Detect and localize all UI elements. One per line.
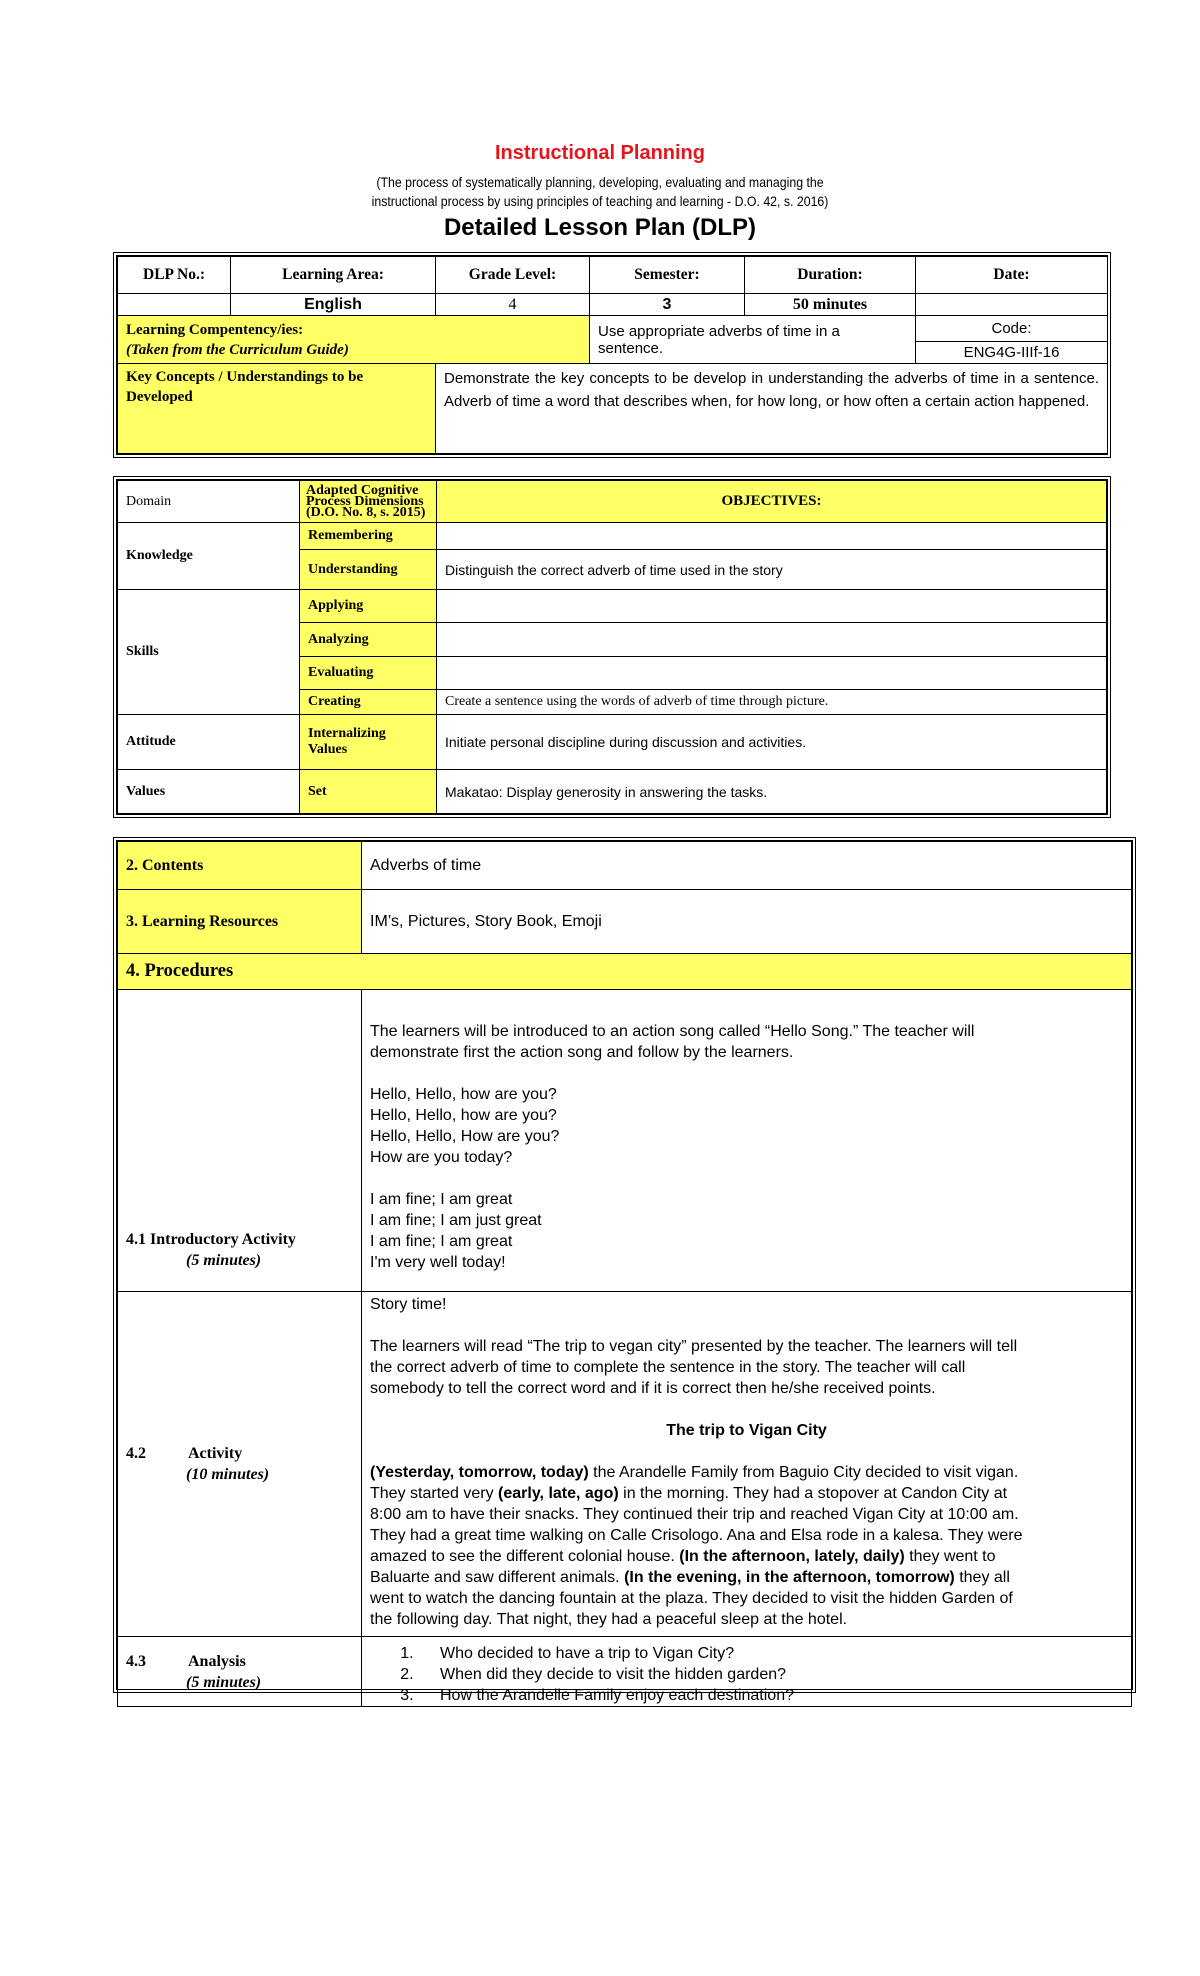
code-value: ENG4G-IIIf-16 <box>916 342 1108 364</box>
contents-text: Adverbs of time <box>362 842 1132 890</box>
page-title: Instructional Planning <box>494 142 705 164</box>
level-applying: Applying <box>300 590 437 623</box>
duration-label: Duration: <box>745 257 916 294</box>
info-table <box>113 252 1111 458</box>
intro-para-line-2: demonstrate first the action song and follow by the learners. <box>370 1044 794 1061</box>
subtitle-line-2: instructional process by using principles of teaching and learning - D.O. 42, s. 2016) <box>371 193 829 209</box>
competency-label-line-2: (Taken from the Curriculum Guide) <box>126 341 349 358</box>
story-blank-options: (In the evening, in the afternoon, tomorrow) <box>624 1569 955 1586</box>
objective-creating: Create a sentence using the words of adverb of time through picture. <box>437 690 1107 715</box>
intro-para-line-1: The learners will be introduced to an action song called “Hello Song.” The teacher will <box>370 1023 975 1040</box>
story-time: Story time! <box>370 1296 447 1313</box>
story-line: They had a great time walking on Calle Crisologo. Ana and Elsa rode in a kalesa. They were <box>370 1527 1023 1544</box>
story-text: Baluarte and saw different animals. <box>370 1569 625 1586</box>
story-line <box>370 1567 1123 1588</box>
grade-level-value: 4 <box>436 294 590 316</box>
song-line: How are you today? <box>370 1149 513 1166</box>
procedures-table <box>113 837 1136 1704</box>
key-concepts-label: Key Concepts / Understandings to be Developed <box>118 364 436 454</box>
domain-header: Domain <box>118 481 300 523</box>
story-text: in the morning. They had a stopover at Candon City at <box>618 1485 1008 1502</box>
story-text: the Arandelle Family from Baguio City decided to visit vigan. <box>588 1464 1019 1481</box>
story-text: amazed to see the different colonial house. <box>370 1548 680 1565</box>
domain-attitude: Attitude <box>118 715 300 770</box>
semester-label: Semester: <box>590 257 745 294</box>
activity-content <box>362 1292 1132 1637</box>
resources-text: IM’s, Pictures, Story Book, Emoji <box>362 890 1132 954</box>
story-text: They started very <box>370 1485 499 1502</box>
domain-skills: Skills <box>118 590 300 715</box>
code-label: Code: <box>916 316 1108 342</box>
story-text: they all <box>954 1569 1010 1586</box>
objective-internalizing: Initiate personal discipline during discussion and activities. <box>437 715 1107 770</box>
acpd-header <box>300 481 437 523</box>
intro-label-text: 4.1 Introductory Activity <box>126 1231 296 1248</box>
song-line: I am fine; I am just great <box>370 1212 542 1229</box>
acpd-line-2: Process Dimensions <box>306 494 424 509</box>
date-value <box>916 294 1108 316</box>
level-internalizing: Internalizing Values <box>300 715 437 770</box>
activity-para-line: The learners will read “The trip to vegan city” presented by the teacher. The learners will tell <box>370 1338 1018 1355</box>
activity-label-text: Activity <box>188 1445 243 1462</box>
story-line: went to watch the dancing fountain at the plaza. They decided to visit the hidden Garden of <box>370 1590 1013 1607</box>
date-label: Date: <box>916 257 1108 294</box>
domain-knowledge: Knowledge <box>118 523 300 590</box>
song-line: Hello, Hello, How are you? <box>370 1128 560 1145</box>
activity-minutes: (10 minutes) <box>186 1466 270 1483</box>
semester-value: 3 <box>590 294 745 316</box>
song-line: Hello, Hello, how are you? <box>370 1107 557 1124</box>
question-item: 3. How the Arandelle Family enjoy each destination? <box>418 1685 1123 1706</box>
level-evaluating: Evaluating <box>300 657 437 690</box>
analysis-content <box>362 1637 1132 1707</box>
question-item: 1. Who decided to have a trip to Vigan City? <box>418 1643 1123 1664</box>
intro-label <box>118 990 362 1292</box>
resources-label: 3. Learning Resources <box>118 890 362 954</box>
story-text: they went to <box>904 1548 996 1565</box>
story-blank-options: (Yesterday, tomorrow, today) <box>370 1464 589 1481</box>
level-set: Set <box>300 770 437 814</box>
competency-label-line-1: Learning Compentency/ies: <box>126 321 304 338</box>
objective-understanding: Distinguish the correct adverb of time used in the story <box>437 550 1107 590</box>
analysis-minutes: (5 minutes) <box>186 1673 262 1691</box>
story-title: The trip to Vigan City <box>666 1422 827 1439</box>
story-line <box>370 1483 1123 1504</box>
subtitle-line-1: (The process of systematically planning, developing, evaluating and managing the <box>376 174 824 190</box>
song-line: I am fine; I am great <box>370 1191 513 1208</box>
acpd-line-1: Adapted Cognitive <box>306 483 419 498</box>
grade-level-label: Grade Level: <box>436 257 590 294</box>
story-line: the following day. That night, they had a peaceful sleep at the hotel. <box>370 1611 848 1628</box>
question-item: 2. When did they decide to visit the hidden garden? <box>418 1664 1123 1685</box>
duration-value: 50 minutes <box>745 294 916 316</box>
activity-para-line: the correct adverb of time to complete the sentence in the story. The teacher will call <box>370 1359 966 1376</box>
objective-remembering <box>437 523 1107 550</box>
dlp-title: Detailed Lesson Plan (DLP) <box>443 214 757 241</box>
dlp-no-value <box>118 294 231 316</box>
objectives-table <box>113 476 1111 818</box>
song-line: I'm very well today! <box>370 1254 506 1271</box>
competency-label <box>118 316 590 364</box>
story-line <box>370 1546 1123 1567</box>
story-line <box>370 1462 1123 1483</box>
story-blank-options: (In the afternoon, lately, daily) <box>679 1548 905 1565</box>
story-blank-options: (early, late, ago) <box>498 1485 619 1502</box>
song-line: I am fine; I am great <box>370 1233 513 1250</box>
objective-analyzing <box>437 623 1107 657</box>
analysis-label <box>118 1637 362 1707</box>
intro-minutes: (5 minutes) <box>186 1252 262 1269</box>
learning-area-label: Learning Area: <box>231 257 436 294</box>
objective-set: Makatao: Display generosity in answering the tasks. <box>437 770 1107 814</box>
competency-text: Use appropriate adverbs of time in a sentence. <box>590 316 916 364</box>
contents-label: 2. Contents <box>118 842 362 890</box>
level-analyzing: Analyzing <box>300 623 437 657</box>
key-concepts-text: Demonstrate the key concepts to be develop in understanding the adverbs of time in a sentence. Adverb of time a word that describes when, for how long, or how often a certain action happened. <box>436 364 1108 454</box>
objective-applying <box>437 590 1107 623</box>
song-line: Hello, Hello, how are you? <box>370 1086 557 1103</box>
analysis-label-text: Analysis <box>188 1652 246 1670</box>
level-creating: Creating <box>300 690 437 715</box>
dlp-no-label: DLP No.: <box>118 257 231 294</box>
level-understanding: Understanding <box>300 550 437 590</box>
story-line: 8:00 am to have their snacks. They continued their trip and reached Vigan City at 10:00 am. <box>370 1506 1019 1523</box>
objectives-header: OBJECTIVES: <box>437 481 1107 523</box>
learning-area-value: English <box>231 294 436 316</box>
domain-values: Values <box>118 770 300 814</box>
intro-content <box>362 990 1132 1292</box>
level-remembering: Remembering <box>300 523 437 550</box>
objective-evaluating <box>437 657 1107 690</box>
procedures-header: 4. Procedures <box>118 954 1132 990</box>
activity-num: 4.2 <box>126 1445 146 1462</box>
activity-para-line: somebody to tell the correct word and if it is correct then he/she received points. <box>370 1380 936 1397</box>
analysis-num: 4.3 <box>126 1652 146 1670</box>
acpd-line-3: (D.O. No. 8, s. 2015) <box>306 505 426 520</box>
activity-label <box>118 1292 362 1637</box>
analysis-questions <box>370 1643 1123 1706</box>
